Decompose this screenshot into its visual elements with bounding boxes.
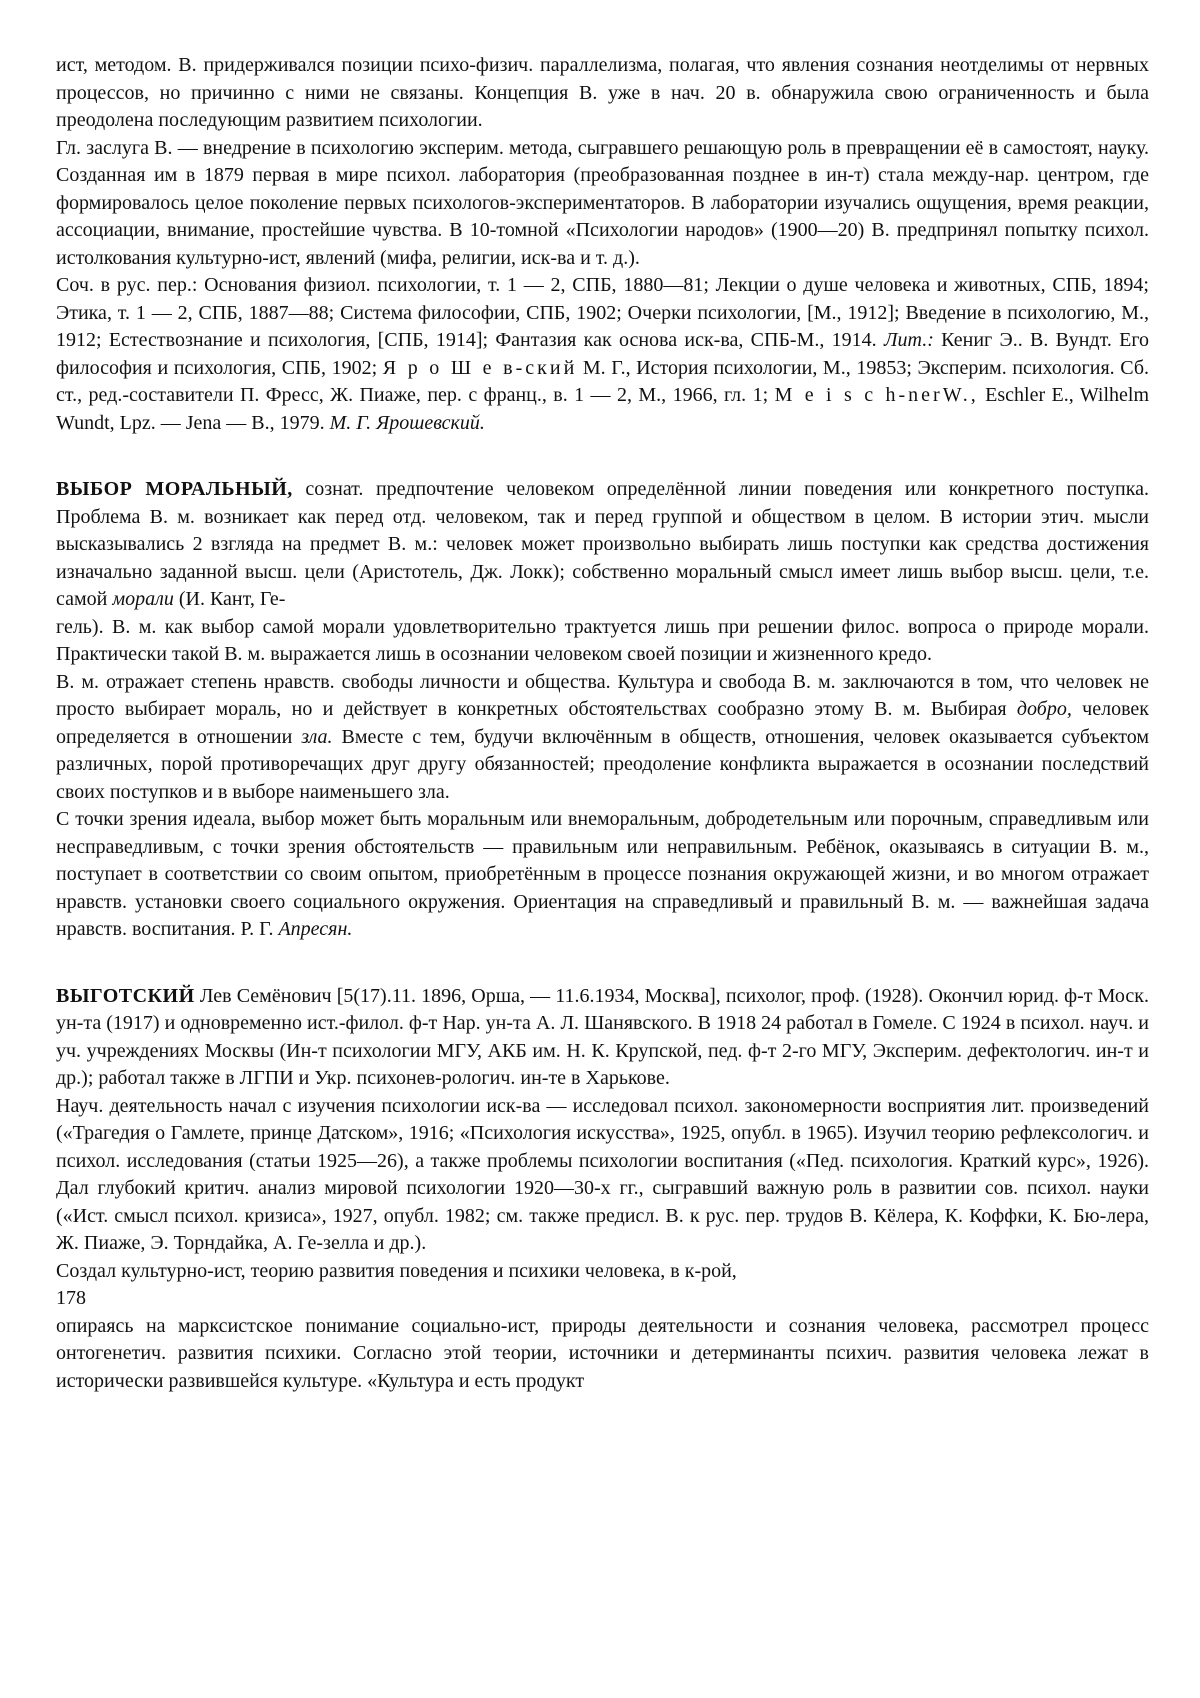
moral-choice-text-6: С точки зрения идеала, выбор может быть моральным или внеморальным, добродетельным или порочным, справедливым или несправедливым, с точки зрения обстоятельств — правильным или неправильным. Ребёнок, оказываясь в ситуации В. м., поступает в соответствии со своим опытом, приобретённым в процессе познания окружающей жизни, и во многом отражает нравств. установки своего социального окружения. Ориентация на справедливый и правильный В. м. — важнейшая задача нравств. воспитания. Р. Г. xyxy=(56,808,1149,940)
entry-separator xyxy=(56,437,1149,476)
moral-choice-text-3: В. м. отражает степень нравств. свободы личности и общества. Культура и свобода В. м. заключаются в том, что человек не просто выбирает мораль, но и действует в конкретных обстоятельствах сообразно этому В. м. Выбирая xyxy=(56,670,1149,720)
entry-separator xyxy=(56,944,1149,983)
paragraph-moral-choice-freedom xyxy=(56,669,1149,807)
paragraph-wundt-bibliography xyxy=(56,272,1149,437)
entry-headword-vygotsky: ВЫГОТСКИЙ xyxy=(56,984,195,1007)
paragraph-moral-choice-nature: гель). В. м. как выбор самой морали удовлетворительно трактуется лишь при решении филос. вопроса о природе морали. Практически такой В. м. выражается лишь в осознании человеком своей позиции и жизненного кредо. xyxy=(56,615,1149,665)
moral-choice-text-1: сознат. предпочтение человеком определённой линии поведения или конкретного поступка. Проблема В. м. возникает как перед отд. человеком, так и перед группой и обществом в целом. В истории этич. мысли высказывались 2 взгляда на предмет В. м.: человек может произвольно выбирать лишь поступки как средства достижения изначально заданной высш. цели (Аристотель, Дж. Локк); собственно моральный смысл имеет лишь выбор высш. цели, т.е. самой xyxy=(56,478,1150,610)
paragraph-vygotsky-culture: опираясь на марксистское понимание социально-ист, природы деятельности и сознания человека, рассмотрел процесс онтогенетич. развития психики. Согласно этой теории, источники и детерминанты психич. развития человека лежат в исторически развившейся культуре. «Культура и есть продукт xyxy=(56,1314,1149,1392)
article-author-signature: Апресян. xyxy=(278,918,353,940)
bibliography-literature-3: Eschler E., Wilhelm Wundt, Lpz. — Jena — B., 1979. xyxy=(56,384,1150,434)
bibliography-literature-1: Кениг Э.. В. Вундт. Его философия и психология, СПБ, 1902; xyxy=(56,329,1150,379)
literature-label: Лит.: xyxy=(883,329,934,351)
emphasis-morali: морали xyxy=(112,588,174,610)
paragraph-wundt-merit: Гл. заслуга В. — внедрение в психологию эксперим. метода, сыгравшего решающую роль в превращении её в самостоят, науку. Созданная им в 1879 первая в мире психол. лаборатория (преобразованная позднее в ин-т) стала между-нар. центром, где формировалось целое поколение первых психологов-экспериментаторов. В лаборатории изучались ощущения, время реакции, ассоциации, внимание, простейшие чувства. В 10-томной «Психологии народов» (1900—20) В. предпринял попытку психол. истолкования культурно-ист, явлений (мифа, религии, иск-ва и т. д.). xyxy=(56,136,1149,269)
page-number: 178 xyxy=(56,1287,86,1309)
vygotsky-text-1: Лев Семёнович [5(17).11. 1896, Орша, — 11.6.1934, Москва], психолог, проф. (1928). Окончил юрид. ф-т Моск. ун-та (1917) и одновременно ист.-филол. ф-т Нар. ун-та А. Л. Шанявского. В 1918 24 работал в Гомеле. С 1924 в психол. науч. и уч. учреждениях Москвы (Ин-т психологии МГУ, АКБ им. Н. К. Крупской, пед. ф-т 2-го МГУ, Эксперим. дефектологич. ин-т и др.); работал также в ЛГПИ и Укр. психонев-рологич. ин-те в Харькове. xyxy=(56,984,1149,1089)
paragraph-vygotsky-biography xyxy=(56,983,1149,1093)
spaced-author-meischner: M e i s c h-nerW., xyxy=(774,384,979,406)
paragraph-moral-choice-definition xyxy=(56,476,1149,614)
bibliography-literature-2: М. Г., История психологии, М., 19853; Эксперим. психология. Сб. ст., ред.-составители П. Фресс, Ж. Пиаже, пер. с франц., в. 1 — 2, М., 1966, гл. 1; xyxy=(56,356,1150,406)
paragraph-moral-choice-ideal xyxy=(56,806,1149,944)
paragraph-vygotsky-theory: Создал культурно-ист, теорию развития поведения и психики человека, в к-рой, xyxy=(56,1259,737,1282)
moral-choice-text-5: Вместе с тем, будучи включённым в обществ, отношения, человек оказывается субъектом различных, порой противоречащих друг другу обязанностей; преодоление конфликта выражается в осознании последствий своих поступков и в выборе наименьшего зла. xyxy=(56,725,1150,803)
paragraph-wundt-method: ист, методом. В. придерживался позиции психо-физич. параллелизма, полагая, что явления сознания неотделимы от нервных процессов, но причинно с ними не связаны. Концепция В. уже в нач. 20 в. обнаружила свою ограниченность и была преодолена последующим развитием психологии. xyxy=(56,54,1149,131)
moral-choice-text-4: человек определяется в отношении xyxy=(56,698,1150,748)
emphasis-dobro: добро, xyxy=(1016,698,1072,720)
spaced-author-yaroshevsky: Я р о Ш е в-ский xyxy=(382,356,578,379)
emphasis-zla: зла. xyxy=(301,725,333,748)
article-author-signature: М. Г. Ярошевский. xyxy=(329,411,485,434)
entry-headword-moral-choice: ВЫБОР МОРАЛЬНЫЙ, xyxy=(56,478,293,500)
bibliography-works: Соч. в рус. пер.: Основания физиол. психологии, т. 1 — 2, СПБ, 1880—81; Лекции о душе человека и животных, СПБ, 1894; Этика, т. 1 — 2, СПБ, 1887—88; Система философии, СПБ, 1902; Очерки психологии, [М., 1912]; Введение в психологию, М., 1912; Естествознание и психология, [СПБ, 1914]; Фантазия как основа иск-ва, СПБ-М., 1914. xyxy=(56,274,1149,351)
moral-choice-text-2: (И. Кант, Ге- xyxy=(178,588,286,610)
paragraph-vygotsky-research: Науч. деятельность начал с изучения психологии иск-ва — исследовал психол. закономерности восприятия лит. произведений («Трагедия о Гамлете, принце Датском», 1916; «Психология искусства», 1925, опубл. в 1965). Изучил теорию рефлексологич. и психол. исследования (статьи 1925—26), а также проблемы психологии воспитания («Пед. психология. Краткий курс», 1926). Дал глубокий критич. анализ мировой психологии 1920—30-х гг., сыгравший важную роль в развитии сов. психол. науки («Ист. смысл психол. кризиса», 1927, опубл. 1982; см. также предисл. В. к рус. пер. трудов В. Кёлера, К. Коффки, К. Бю-лера, Ж. Пиаже, Э. Торндайка, А. Ге-зелла и др.). xyxy=(56,1094,1149,1254)
